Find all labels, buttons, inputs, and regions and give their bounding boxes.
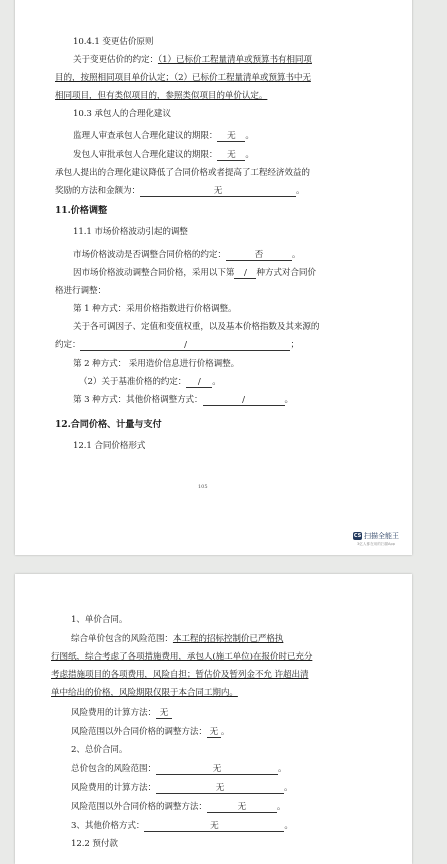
text-line: 发包人审批承包人合理化建议的期限： 无 。 xyxy=(73,150,254,160)
text-line: 3、其他价格方式： 无 。 xyxy=(71,821,293,831)
text-line: 2、总价合同。 xyxy=(71,745,128,755)
text-line: 1、单价合同。 xyxy=(71,615,128,625)
text-line: 考虑措施项目的各项费用，风险自担；暂估价及暂列金不允 许超出清 xyxy=(51,670,309,680)
text-line: 格进行调整： xyxy=(55,286,106,296)
text-line: 承包人提出的合理化建议降低了合同价格或者提高了工程经济效益的 xyxy=(55,168,310,178)
text-line: 风险范围以外合同价格的调整方法： 无 。 xyxy=(71,727,230,737)
text-line: 目的，按照相同项目单价认定；（2）已标价工程量清单或预算书中无 xyxy=(55,73,311,83)
section-11-1-heading: 11.1 市场价格波动引起的调整 xyxy=(73,227,188,237)
section-11-heading: 11.价格调整 xyxy=(55,205,108,216)
text-line: 风险费用的计算方法： 无 。 xyxy=(71,783,293,793)
text-line: 第 2 种方式： 采用造价信息进行价格调整。 xyxy=(73,359,240,369)
scanner-name: 扫描全能王 xyxy=(364,532,399,540)
text-line: 综合单价包含的风险范围：本工程的招标控制价已严格执 xyxy=(71,634,284,644)
text-line: 关于各可调因子、定值和变值权重，以及基本价格指数及其来源的 xyxy=(73,322,320,332)
text-line: 风险费用的计算方法： 无 xyxy=(71,708,172,719)
text-line: 行图纸，综合考虑了各项措施费用，承包人(施工单位)在报价时已充分 xyxy=(51,652,313,662)
text-line: 市场价格波动是否调整合同价格的约定： 否 。 xyxy=(73,250,301,260)
camscanner-icon: CS xyxy=(353,533,362,539)
document-page-2 xyxy=(15,574,412,864)
page-number: 105 xyxy=(198,484,208,490)
document-page-1 xyxy=(15,0,412,555)
text-line: 第 1 种方式：采用价格指数进行价格调整。 xyxy=(73,304,237,314)
section-10-4-1-heading: 10.4.1 变更估价原则 xyxy=(73,37,154,47)
text-line: 第 3 种方式：其他价格调整方式： / 。 xyxy=(73,395,294,405)
text-line: 约定： / ； xyxy=(55,340,299,350)
text-line: 相同项目，但有类似项目的，参照类似项目的单价认定。 xyxy=(55,91,268,101)
section-12-2-heading: 12.2 预付款 xyxy=(71,839,118,849)
text-line: 单中给出的价格，风险期限仅限于本合同工期内。 xyxy=(51,688,238,698)
text-line: （2）关于基准价格的约定： / 。 xyxy=(79,377,221,387)
text-line: 奖励的方法和金额为： 无 。 xyxy=(55,186,305,196)
section-12-heading: 12.合同价格、计量与支付 xyxy=(55,419,162,430)
text-line: 关于变更估价的约定：（1）已标价工程量清单或预算书有相同项 xyxy=(73,55,312,65)
scanner-watermark xyxy=(353,531,399,541)
text-line: 监理人审查承包人合理化建议的期限： 无 。 xyxy=(73,131,254,141)
text-line: 总价包含的风险范围： 无 。 xyxy=(71,764,287,774)
scanner-subtitle: 3亿人都在用的扫描App xyxy=(357,542,396,546)
text-line: 因市场价格波动调整合同价格，采用以下第 / 种方式对合同价 xyxy=(73,268,316,278)
text-line: 风险范围以外合同价格的调整方法： 无 。 xyxy=(71,802,286,812)
section-10-3-heading: 10.3 承包人的合理化建议 xyxy=(73,109,171,119)
section-12-1-heading: 12.1 合同价格形式 xyxy=(73,441,146,451)
